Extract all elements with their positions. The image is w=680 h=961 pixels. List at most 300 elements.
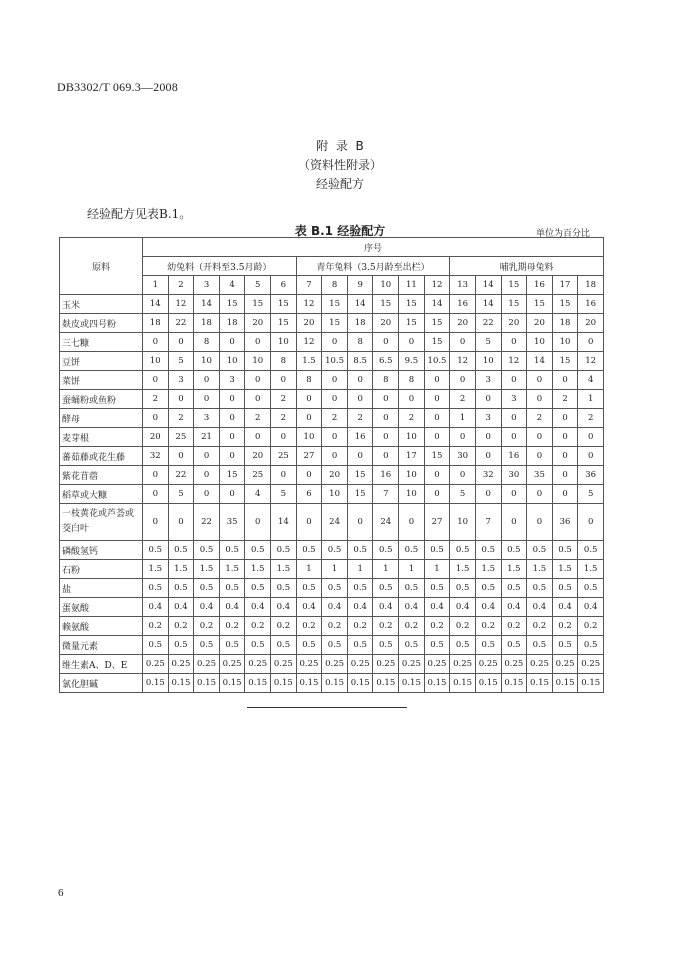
table-row [60,598,604,617]
formula-value-cell: 0 [501,409,527,428]
formula-value-cell: 0.5 [322,579,348,598]
formula-value-cell: 0.5 [168,636,194,655]
formula-value-cell: 0 [527,371,553,390]
formula-value-cell: 0.2 [168,617,194,636]
formula-value-cell: 0.25 [399,655,425,674]
formula-value-cell: 4 [578,371,604,390]
formula-value-cell: 0 [168,447,194,466]
ingredient-name: 赖氨酸 [60,617,143,636]
formula-value-cell: 2 [271,409,297,428]
table-caption: 表 B.1 经验配方 [294,224,386,238]
formula-value-cell: 0.4 [296,598,322,617]
formula-value-cell: 0.5 [450,579,476,598]
formula-value-cell: 35 [219,504,245,541]
formula-value-cell: 5 [578,485,604,504]
formula-value-cell: 15 [373,295,399,314]
intro-paragraph: 经验配方见表B.1。 [87,207,192,221]
ingredient-name: 酵母 [60,409,143,428]
formula-value-cell: 0 [143,371,169,390]
formula-value-cell: 0.5 [527,541,553,560]
formula-value-cell: 16 [501,447,527,466]
formula-value-cell: 0.25 [424,655,450,674]
formula-value-cell: 0.4 [271,598,297,617]
page-number: 6 [58,887,64,899]
formula-value-cell: 0.2 [399,617,425,636]
formula-value-cell: 14 [347,295,373,314]
formula-value-cell: 0 [552,428,578,447]
formula-value-cell: 0 [322,390,348,409]
formula-value-cell: 25 [168,428,194,447]
formula-value-cell: 0.15 [168,674,194,693]
formula-value-cell: 0.25 [450,655,476,674]
formula-value-cell: 1.5 [271,560,297,579]
formula-value-cell: 25 [271,447,297,466]
formula-value-cell: 3 [475,409,501,428]
formula-value-cell: 5 [168,485,194,504]
formula-value-cell: 6.5 [373,352,399,371]
formula-value-cell: 0 [373,409,399,428]
formula-value-cell: 10 [296,428,322,447]
formula-value-cell: 0.4 [527,598,553,617]
formula-value-cell: 0 [322,371,348,390]
formula-value-cell: 0.5 [143,541,169,560]
formula-value-cell: 0 [578,333,604,352]
table-row [60,466,604,485]
formula-value-cell: 2 [245,409,271,428]
formula-value-cell: 0 [424,428,450,447]
formula-value-cell: 0.2 [450,617,476,636]
formula-value-cell: 0.25 [322,655,348,674]
formula-value-cell: 0.4 [194,598,220,617]
formula-value-cell: 0.4 [501,598,527,617]
formula-value-cell: 18 [219,314,245,333]
formula-number-header: 8 [322,276,348,295]
formula-value-cell: 0 [219,447,245,466]
formula-value-cell: 0.5 [271,636,297,655]
formula-value-cell: 0.5 [552,636,578,655]
formula-value-cell: 1.5 [168,560,194,579]
formula-value-cell: 0.5 [219,541,245,560]
ingredient-name: 豆饼 [60,352,143,371]
formula-value-cell: 0.15 [347,674,373,693]
formula-value-cell: 8 [373,371,399,390]
table-row [60,314,604,333]
formula-value-cell: 0 [245,504,271,541]
formula-value-cell: 0 [424,485,450,504]
formula-value-cell: 0 [143,485,169,504]
formula-value-cell: 0.5 [475,636,501,655]
formula-value-cell: 18 [143,314,169,333]
formula-value-cell: 14 [143,295,169,314]
formula-value-cell: 5 [271,485,297,504]
formula-value-cell: 0.15 [143,674,169,693]
formula-value-cell: 12 [296,333,322,352]
formula-value-cell: 18 [347,314,373,333]
formula-value-cell: 15 [501,295,527,314]
formula-value-cell: 0.15 [578,674,604,693]
formula-value-cell: 1 [424,560,450,579]
table-row [60,541,604,560]
formula-value-cell: 1 [373,560,399,579]
formula-value-cell: 27 [296,447,322,466]
formula-value-cell: 0.4 [552,598,578,617]
formula-number-header: 14 [475,276,501,295]
formula-value-cell: 14 [424,295,450,314]
formula-value-cell: 1.5 [578,560,604,579]
formula-value-cell: 0.2 [347,617,373,636]
formula-value-cell: 0.25 [501,655,527,674]
formula-value-cell: 0 [271,466,297,485]
table-row [60,295,604,314]
formula-value-cell: 0 [194,447,220,466]
formula-value-cell: 1.5 [143,560,169,579]
formula-number-header: 17 [552,276,578,295]
formula-value-cell: 10.5 [424,352,450,371]
formula-value-cell: 0.25 [245,655,271,674]
formula-value-cell: 0 [552,447,578,466]
formula-value-cell: 0 [527,447,553,466]
formula-value-cell: 0 [501,485,527,504]
formula-value-cell: 25 [245,466,271,485]
formula-value-cell: 0 [501,333,527,352]
formula-value-cell: 0.5 [527,636,553,655]
formula-value-cell: 2 [322,409,348,428]
formula-value-cell: 0 [578,447,604,466]
formula-number-header: 12 [424,276,450,295]
formula-value-cell: 0 [194,485,220,504]
formula-value-cell: 0.5 [501,636,527,655]
formula-value-cell: 12 [450,352,476,371]
formula-value-cell: 0 [271,371,297,390]
ingredient-name: 三七糠 [60,333,143,352]
formula-value-cell: 0.15 [399,674,425,693]
formula-value-cell: 10 [271,333,297,352]
formula-value-cell: 0 [168,390,194,409]
formula-number-header: 13 [450,276,476,295]
formula-value-cell: 0 [245,390,271,409]
appendix-heading [0,137,680,194]
formula-value-cell: 0 [578,504,604,541]
formula-value-cell: 0.5 [296,541,322,560]
formula-value-cell: 0 [194,371,220,390]
formula-value-cell: 2 [578,409,604,428]
formula-value-cell: 18 [194,314,220,333]
ingredient-name: 稻草或大糠 [60,485,143,504]
formula-value-cell: 1 [347,560,373,579]
formula-value-cell: 0.5 [373,579,399,598]
formula-value-cell: 20 [322,466,348,485]
formula-value-cell: 20 [245,447,271,466]
formula-value-cell: 20 [450,314,476,333]
formula-value-cell: 0.5 [450,541,476,560]
formula-value-cell: 2 [347,409,373,428]
formula-value-cell: 0.25 [552,655,578,674]
formula-value-cell: 0.5 [373,541,399,560]
formula-value-cell: 15 [527,295,553,314]
formula-number-header: 2 [168,276,194,295]
formula-value-cell: 0.5 [347,636,373,655]
formula-value-cell: 24 [322,504,348,541]
formula-value-cell: 15 [271,295,297,314]
formula-value-cell: 24 [373,504,399,541]
ingredient-name: 磷酸氢钙 [60,541,143,560]
formula-value-cell: 0 [373,390,399,409]
formula-value-cell: 30 [501,466,527,485]
formula-value-cell: 0 [322,333,348,352]
formula-value-cell: 16 [373,466,399,485]
formula-value-cell: 2 [271,390,297,409]
formula-value-cell: 15 [271,314,297,333]
formula-value-cell: 32 [475,466,501,485]
formula-value-cell: 0.2 [527,617,553,636]
formula-value-cell: 15 [322,295,348,314]
formula-value-cell: 0.5 [271,579,297,598]
formula-value-cell: 0.4 [219,598,245,617]
formula-value-cell: 20 [578,314,604,333]
formula-value-cell: 0 [168,504,194,541]
formula-value-cell: 15 [399,314,425,333]
formula-value-cell: 10 [245,352,271,371]
formula-value-cell: 0 [219,485,245,504]
formula-value-cell: 0 [347,390,373,409]
formula-value-cell: 0 [219,390,245,409]
formula-value-cell: 0 [475,485,501,504]
formula-number-header: 7 [296,276,322,295]
formula-value-cell: 0 [399,504,425,541]
table-row [60,409,604,428]
formula-value-cell: 0.25 [373,655,399,674]
formula-value-cell: 0 [296,504,322,541]
formula-number-header: 18 [578,276,604,295]
formula-value-cell: 0.5 [501,541,527,560]
formula-value-cell: 0 [424,466,450,485]
formula-value-cell: 0.15 [424,674,450,693]
formula-value-cell: 0 [527,428,553,447]
table-row [60,447,604,466]
formula-value-cell: 0.5 [450,636,476,655]
formula-value-cell: 7 [475,504,501,541]
ingredient-name: 菜饼 [60,371,143,390]
formula-value-cell: 10.5 [322,352,348,371]
formula-value-cell: 22 [194,504,220,541]
formula-value-cell: 6 [296,485,322,504]
formula-value-cell: 0.2 [424,617,450,636]
ingredient-name: 蚕蛹粉或鱼粉 [60,390,143,409]
formula-value-cell: 1.5 [552,560,578,579]
formula-value-cell: 4 [245,485,271,504]
formula-value-cell: 0 [578,428,604,447]
formula-value-cell: 0.15 [322,674,348,693]
ingredient-name: 盐 [60,579,143,598]
formula-value-cell: 10 [194,352,220,371]
appendix-title: 附 录 B [316,139,364,153]
formula-value-cell: 0.5 [578,636,604,655]
formula-value-cell: 10 [552,333,578,352]
formula-value-cell: 0 [501,428,527,447]
ingredient-name: 氯化胆碱 [60,674,143,693]
formula-value-cell: 0.5 [271,541,297,560]
formula-value-cell: 0.25 [578,655,604,674]
formula-table [59,237,604,693]
formula-value-cell: 0.4 [450,598,476,617]
table-row [60,504,604,541]
formula-value-cell: 0.15 [552,674,578,693]
formula-value-cell: 16 [578,295,604,314]
formula-value-cell: 0.25 [143,655,169,674]
table-row [60,636,604,655]
formula-number-header: 11 [399,276,425,295]
formula-value-cell: 0 [347,447,373,466]
formula-value-cell: 0.15 [296,674,322,693]
formula-value-cell: 2 [399,409,425,428]
formula-value-cell: 0.4 [578,598,604,617]
formula-value-cell: 8 [347,333,373,352]
formula-value-cell: 15 [322,314,348,333]
formula-value-cell: 0 [194,466,220,485]
formula-value-cell: 0 [322,428,348,447]
formula-value-cell: 0.5 [578,541,604,560]
formula-value-cell: 0 [424,390,450,409]
formula-value-cell: 15 [245,295,271,314]
ingredient-name: 紫花苜蓿 [60,466,143,485]
formula-value-cell: 0.2 [578,617,604,636]
formula-value-cell: 1.5 [527,560,553,579]
formula-value-cell: 1 [322,560,348,579]
formula-value-cell: 0.5 [245,636,271,655]
formula-value-cell: 1.5 [219,560,245,579]
formula-value-cell: 5 [450,485,476,504]
formula-value-cell: 0.4 [322,598,348,617]
formula-value-cell: 1.5 [194,560,220,579]
formula-value-cell: 0.15 [527,674,553,693]
formula-value-cell: 0.5 [168,579,194,598]
formula-value-cell: 20 [527,314,553,333]
formula-value-cell: 10 [399,428,425,447]
formula-value-cell: 20 [245,314,271,333]
formula-value-cell: 0.15 [219,674,245,693]
appendix-subject: 经验配方 [315,177,364,191]
formula-value-cell: 0 [527,504,553,541]
formula-value-cell: 0.2 [245,617,271,636]
formula-value-cell: 0.2 [475,617,501,636]
formula-value-cell: 0.25 [168,655,194,674]
formula-value-cell: 0 [143,409,169,428]
formula-value-cell: 0 [552,466,578,485]
formula-value-cell: 1.5 [475,560,501,579]
formula-value-cell: 0 [450,428,476,447]
formula-value-cell: 1.5 [450,560,476,579]
formula-value-cell: 15 [424,314,450,333]
formula-value-cell: 0.5 [475,579,501,598]
formula-value-cell: 2 [450,390,476,409]
unit-note: 单位为百分比 [535,229,590,239]
ingredient-name: 蛋氨酸 [60,598,143,617]
formula-value-cell: 3 [501,390,527,409]
formula-number-header: 1 [143,276,169,295]
table-row [60,333,604,352]
formula-value-cell: 8 [399,371,425,390]
formula-value-cell: 0 [450,333,476,352]
formula-value-cell: 5 [475,333,501,352]
ingredient-name: 麦芽根 [60,428,143,447]
formula-value-cell: 0 [373,428,399,447]
formula-value-cell: 0 [475,447,501,466]
formula-number-header: 16 [527,276,553,295]
formula-number-header: 15 [501,276,527,295]
formula-value-cell: 0.5 [578,579,604,598]
formula-value-cell: 0.5 [424,541,450,560]
formula-value-cell: 0.5 [347,541,373,560]
formula-number-header: 5 [245,276,271,295]
formula-value-cell: 21 [194,428,220,447]
formula-value-cell: 0.4 [143,598,169,617]
formula-value-cell: 0.5 [143,579,169,598]
formula-number-header: 9 [347,276,373,295]
table-header [60,238,604,295]
formula-value-cell: 15 [552,295,578,314]
formula-value-cell: 15 [424,333,450,352]
formula-value-cell: 20 [501,314,527,333]
formula-value-cell: 0.5 [194,541,220,560]
formula-value-cell: 0 [219,409,245,428]
formula-value-cell: 0.5 [194,636,220,655]
formula-value-cell: 30 [450,447,476,466]
formula-value-cell: 14 [475,295,501,314]
formula-value-cell: 0.5 [399,541,425,560]
formula-value-cell: 0.5 [424,579,450,598]
formula-value-cell: 1 [296,560,322,579]
ingredient-name: 一枝黄花或芦荟或茭白叶 [60,504,143,541]
formula-value-cell: 1.5 [245,560,271,579]
formula-value-cell: 0.4 [424,598,450,617]
formula-value-cell: 18 [552,314,578,333]
table-row [60,617,604,636]
formula-value-cell: 15 [399,295,425,314]
formula-value-cell: 0.5 [219,579,245,598]
formula-value-cell: 0.5 [296,636,322,655]
formula-value-cell: 0.2 [271,617,297,636]
formula-value-cell: 10 [219,352,245,371]
formula-value-cell: 1 [450,409,476,428]
table-row [60,674,604,693]
formula-value-cell: 0.25 [194,655,220,674]
formula-value-cell: 0 [296,409,322,428]
formula-value-cell: 10 [527,333,553,352]
formula-value-cell: 0.15 [271,674,297,693]
formula-value-cell: 0.5 [322,541,348,560]
formula-value-cell: 0.4 [245,598,271,617]
formula-value-cell: 0 [373,447,399,466]
group-header-young: 幼兔料（开料至3.5月龄） [143,257,297,276]
formula-value-cell: 0.5 [501,579,527,598]
formula-value-cell: 0 [219,333,245,352]
table-row [60,579,604,598]
formula-value-cell: 0 [399,333,425,352]
formula-value-cell: 0.25 [475,655,501,674]
formula-value-cell: 14 [271,504,297,541]
formula-value-cell: 0 [245,428,271,447]
group-header-lactating: 哺乳期母兔料 [450,257,604,276]
formula-value-cell: 0 [347,504,373,541]
formula-value-cell: 5 [168,352,194,371]
formula-value-cell: 16 [450,295,476,314]
formula-value-cell: 0 [501,371,527,390]
formula-value-cell: 14 [527,352,553,371]
formula-value-cell: 10 [143,352,169,371]
formula-value-cell: 22 [475,314,501,333]
formula-value-cell: 0 [271,428,297,447]
formula-number-header: 3 [194,276,220,295]
